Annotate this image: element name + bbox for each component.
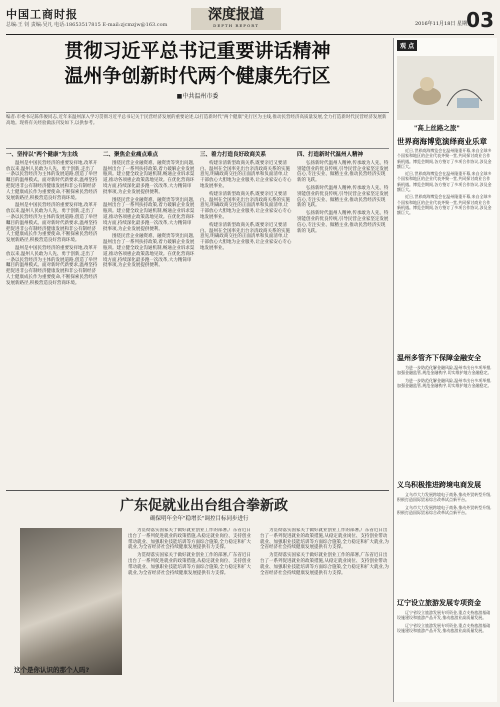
secondary-headline: 广东促就业出台组合拳新政 <box>120 498 288 514</box>
editor-note: 编者:市委书记陈伟俊同志,近年来温州深入学习贯彻习近平总书记关于民营经济发展的重要论述,以打造新时代"两个健康"先行区为主线,推动民营经济高质量发展,全力打造新时代民营经济发展新高地。现将有关经验做法刊发如下,以供参考。 <box>6 112 389 149</box>
section-divider <box>6 490 389 491</box>
article-column-2 <box>103 150 195 486</box>
sidebar-story-headline: 辽宁设立旅游发展专项资金 <box>397 599 481 607</box>
column-text: 构建亲清新型政商关系,既要亲近又要清白。温州在全国率先出台亲清政商关系的实施意见,明确政商交往的正面清单和负面清单,让干部放心大胆地为企业服务,让企业家安心专心地发展事业。 <box>200 222 292 251</box>
story-text: 近日,世界商海博览会在温州隆重开幕,来自全球多个国家和地区的企业代表齐聚一堂,共同探讨商业合作新机遇。博览会期间,各方签订了多项合作协议,涉及金额巨大。 <box>397 148 492 169</box>
column-text: 弘扬新时代温州人精神,传承敢为人先、特别能创业的优良传统,引导民营企业家坚定发展信心,专注实业、做精主业,推动民营经济实现新的飞跃。 <box>297 185 389 209</box>
column-text: 围绕民营企业融资难、融资贵等突出问题,温州出台了一系列扶持政策,着力破解企业发展瓶颈。建立健全政企沟通机制,畅通企业诉求渠道,推动各项惠企政策落地见效。在优化营商环境方面,持续深化最多跑一次改革,大力精简审批事项,为企业发展提供便利。 <box>103 160 195 195</box>
news-photo <box>20 528 122 675</box>
story-text: 为进一步防范化解金融风险,温州市出台多项举措,加强金融监管,规范金融秩序,切实维护地方金融稳定。 <box>397 377 492 388</box>
column-text: 为贯彻落实国家关于做好就业创业工作的部署,广东省近日出台了一系列促进就业的政策措施,从稳定就业岗位、支持创业带动就业、加强职业技能培训等方面综合施策,全力稳定和扩大就业,为全省经济社会持续健康发展提供有力支撑。 <box>128 528 251 551</box>
sidebar-story-headline: 世界商海博览演绎商业乐章 <box>397 137 487 146</box>
story-text: 义乌市大力发展跨境电子商务,推动外贸转型升级,积极打造国际贸易综合改革试点新平台。 <box>397 504 492 515</box>
column-text: 围绕民营企业融资难、融资贵等突出问题,温州出台了一系列扶持政策,着力破解企业发展瓶颈。建立健全政企沟通机制,畅通企业诉求渠道,推动各项惠企政策落地见效。在优化营商环境方面,持续深化最多跑一次改革,大力精简审批事项,为企业发展提供便利。 <box>103 234 195 269</box>
section-subtitle: DEPTH REPORT <box>213 23 259 28</box>
lead-article-header <box>6 38 389 100</box>
page-number: 03 <box>466 8 494 32</box>
column-text: 为贯彻落实国家关于做好就业创业工作的部署,广东省近日出台了一系列促进就业的政策措施,从稳定就业岗位、支持创业带动就业、加强职业技能培训等方面综合施策,全力稳定和扩大就业,为全省经济社会持续健康发展提供有力支撑。 <box>260 528 389 551</box>
column-text: 温州是中国民营经济的重要发祥地,改革开放以来,温州人民敢为人先、勇于创新,走出了一条以民营经济为主体的发展道路,创造了举世瞩目的温州模式。面对新时代新要求,温州坚持把促进非公有制经济健康发展和非公有制经济人士健康成长作为重要使命,不断探索民营经济发展新路径,积极营造良好营商环境。 <box>6 160 98 201</box>
column-text: 温州是中国民营经济的重要发祥地,改革开放以来,温州人民敢为人先、勇于创新,走出了一条以民营经济为主体的发展道路,创造了举世瞩目的温州模式。面对新时代新要求,温州坚持把促进非公有制经济健康发展和非公有制经济人士健康成长作为重要使命,不断探索民营经济发展新路径,积极营造良好营商环境。 <box>6 245 98 286</box>
story-text: 义乌市大力发展跨境电子商务,推动外贸转型升级,积极打造国际贸易综合改革试点新平台。 <box>397 492 492 503</box>
sidebar-label: 观 点 <box>397 40 417 51</box>
photo-headline: 这个是你认识的那个人吗? <box>14 666 90 674</box>
column-text: 弘扬新时代温州人精神,传承敢为人先、特别能创业的优良传统,引导民营企业家坚定发展信心,专注实业、做精主业,推动民营经济实现新的飞跃。 <box>297 211 389 234</box>
sidebar <box>393 38 497 702</box>
column-text: 弘扬新时代温州人精神,传承敢为人先、特别能创业的优良传统,引导民营企业家坚定发展信心,专注实业、做精主业,推动民营经济实现新的飞跃。 <box>297 160 389 184</box>
column-text: 为贯彻落实国家关于做好就业创业工作的部署,广东省近日出台了一系列促进就业的政策措施,从稳定就业岗位、支持创业带动就业、加强职业技能培训等方面综合施策,全力稳定和扩大就业,为全省经济社会持续健康发展提供有力支撑。 <box>128 553 251 576</box>
column-text: 为贯彻落实国家关于做好就业创业工作的部署,广东省近日出台了一系列促进就业的政策措施,从稳定就业岗位、支持创业带动就业、加强职业技能培训等方面综合施策,全力稳定和扩大就业,为全省经济社会持续健康发展提供有力支撑。 <box>260 553 389 576</box>
section-banner <box>191 8 281 30</box>
story-text: 辽宁省设立旅游发展专项资金,重点支持旅游基础设施建设和旅游产品开发,推动旅游业高质量发展。 <box>397 622 491 633</box>
column-subhead: 四、打造新时代温州人精神 <box>297 152 364 158</box>
section-title: 深度报道 <box>208 7 264 23</box>
column-subhead: 一、坚持以"两个健康"为主线 <box>6 152 78 158</box>
column-subhead: 三、着力打造良好政商关系 <box>200 152 267 158</box>
article-column-4 <box>297 150 389 486</box>
column-subhead: 二、聚焦企业痛点难点 <box>103 152 159 158</box>
secondary-subheadline: 确保明年全年"稳增长"调控目标同步进行 <box>150 516 249 522</box>
article-column-1 <box>6 150 98 486</box>
story-text: 近日,世界商海博览会在温州隆重开幕,来自全球多个国家和地区的企业代表齐聚一堂,共同探讨商业合作新机遇。博览会期间,各方签订了多项合作协议,涉及金额巨大。 <box>397 194 492 216</box>
headline-line-2: 温州争创新时代两个健康先行区 <box>64 65 331 87</box>
story-text: 辽宁省设立旅游发展专项资金,重点支持旅游基础设施建设和旅游产品开发,推动旅游业高质量发展。 <box>397 610 491 621</box>
headline-line-1: 贯彻习近平总书记重要讲话精神 <box>64 40 331 62</box>
masthead <box>6 6 494 35</box>
sidebar-story-body <box>397 610 494 698</box>
secondary-article-column-2 <box>260 528 389 698</box>
story-text: 近日,世界商海博览会在温州隆重开幕,来自全球多个国家和地区的企业代表齐聚一堂,共同探讨商业合作新机遇。博览会期间,各方签订了多项合作协议,涉及金额巨大。 <box>397 171 492 193</box>
sidebar-story-body <box>397 492 494 592</box>
byline: ■中共温州市委 <box>176 93 219 100</box>
cartoon-drawing <box>397 56 494 120</box>
article-column-3 <box>200 150 292 486</box>
sidebar-story-headline: 温州多管齐下保障金融安全 <box>397 354 481 362</box>
sidebar-story-headline: 义乌积极推进跨境电商发展 <box>397 481 481 489</box>
issue-date: 2016年11月18日 星期五 <box>414 21 472 27</box>
story-text: 为进一步防范化解金融风险,温州市出台多项举措,加强金融监管,规范金融秩序,切实维护地方金融稳定。 <box>397 365 492 376</box>
column-text: 围绕民营企业融资难、融资贵等突出问题,温州出台了一系列扶持政策,着力破解企业发展瓶颈。建立健全政企沟通机制,畅通企业诉求渠道,推动各项惠企政策落地见效。在优化营商环境方面,持续深化最多跑一次改革,大力精简审批事项,为企业发展提供便利。 <box>103 197 195 232</box>
paper-info: 总编:王 钊 责编:吴凡 电话:18653517815 E-mail:zjcmzjw@163.com <box>6 22 168 28</box>
paper-name: 中国工商时报 <box>6 8 78 21</box>
column-text: 温州是中国民营经济的重要发祥地,改革开放以来,温州人民敢为人先、勇于创新,走出了一条以民营经济为主体的发展道路,创造了举世瞩目的温州模式。面对新时代新要求,温州坚持把促进非公有制经济健康发展和非公有制经济人士健康成长作为重要使命,不断探索民营经济发展新路径,积极营造良好营商环境。 <box>6 203 98 244</box>
cartoon-illustration <box>397 56 494 120</box>
secondary-article-column-1 <box>128 528 253 698</box>
sidebar-story-body <box>397 148 494 348</box>
column-text: 构建亲清新型政商关系,既要亲近又要清白。温州在全国率先出台亲清政商关系的实施意见,明确政商交往的正面清单和负面清单,让干部放心大胆地为企业服务,让企业家安心专心地发展事业。 <box>200 191 292 220</box>
column-text: 构建亲清新型政商关系,既要亲近又要清白。温州在全国率先出台亲清政商关系的实施意见,明确政商交往的正面清单和负面清单,让干部放心大胆地为企业服务,让企业家安心专心地发展事业。 <box>200 160 292 189</box>
cartoon-title: "高上丝路之旅" <box>414 124 460 132</box>
sidebar-story-body <box>397 365 494 475</box>
